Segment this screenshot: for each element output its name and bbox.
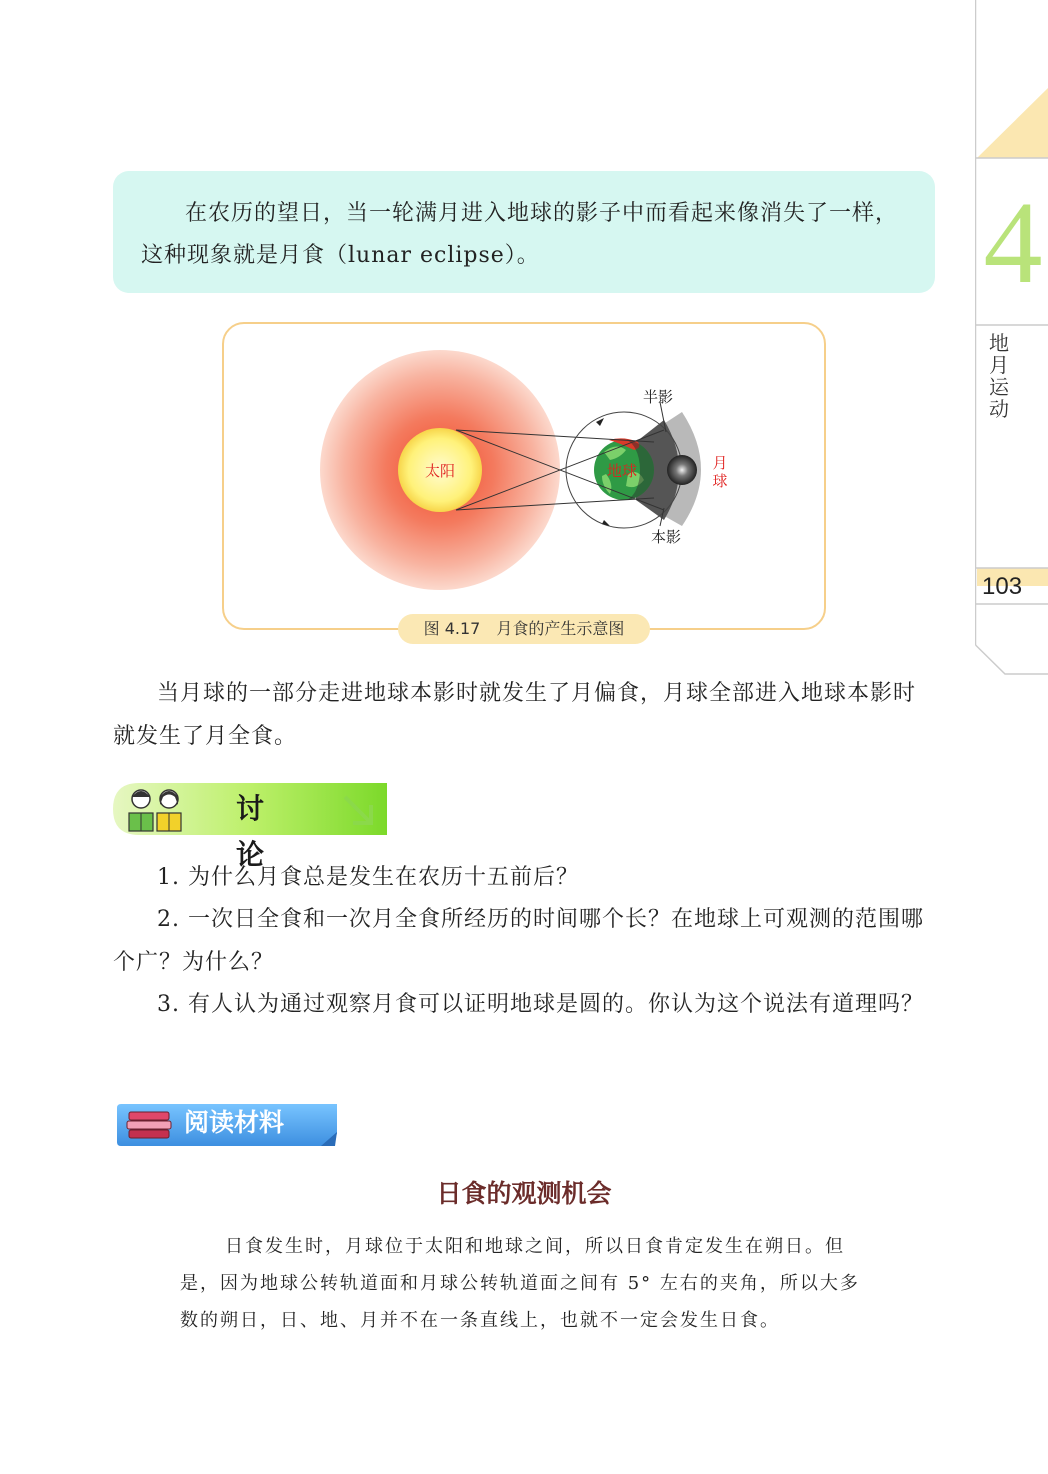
definition-box bbox=[113, 171, 935, 293]
lunar-eclipse-diagram bbox=[224, 324, 824, 628]
moon bbox=[667, 455, 697, 485]
page-number: 103 bbox=[982, 573, 1023, 600]
books-icon bbox=[127, 1112, 171, 1138]
body-paragraph: 当月球的一部分走进地球本影时就发生了月偏食，月球全部进入地球本影时就发生了月全食。 bbox=[113, 681, 917, 749]
umbra-label: 本影 bbox=[650, 528, 682, 546]
question-2: 2. 一次日全食和一次月全食所经历的时间哪个长？在地球上可观测的范围哪个广？为什么？ bbox=[113, 907, 924, 975]
moon-label: 月球 bbox=[712, 454, 728, 490]
chapter-number: 4 bbox=[983, 177, 1043, 308]
reading-text: 日食发生时，月球位于太阳和地球之间，所以日食肯定发生在朔日。但是，因为地球公转轨道面和月球公转轨道面之间有 5° 左右的夹角，所以大多数的朔日，日、地、月并不在一条直线上，也就不一定会发生日食。 bbox=[180, 1236, 860, 1331]
question-3: 3. 有人认为通过观察月食可以证明地球是圆的。你认为这个说法有道理吗？ bbox=[157, 992, 924, 1017]
reading-label: 阅读材料 bbox=[184, 1108, 285, 1137]
reading-title: 日食的观测机会 bbox=[436, 1179, 612, 1208]
figure-caption: 图 4.17 月食的产生示意图 bbox=[398, 614, 650, 644]
penumbra-label: 半影 bbox=[642, 388, 674, 406]
discussion-label: 讨论 bbox=[236, 792, 293, 871]
sun-label: 太阳 bbox=[424, 462, 456, 480]
figure-frame bbox=[222, 322, 826, 630]
chapter-title: 地月运动 bbox=[989, 331, 1009, 421]
definition-text: 在农历的望日，当一轮满月进入地球的影子中而看起来像消失了一样，这种现象就是月食（lunar eclipse）。 bbox=[141, 201, 899, 268]
earth-label: 地球 bbox=[606, 462, 638, 480]
question-1: 1. 为什么月食总是发生在农历十五前后？ bbox=[157, 865, 579, 890]
